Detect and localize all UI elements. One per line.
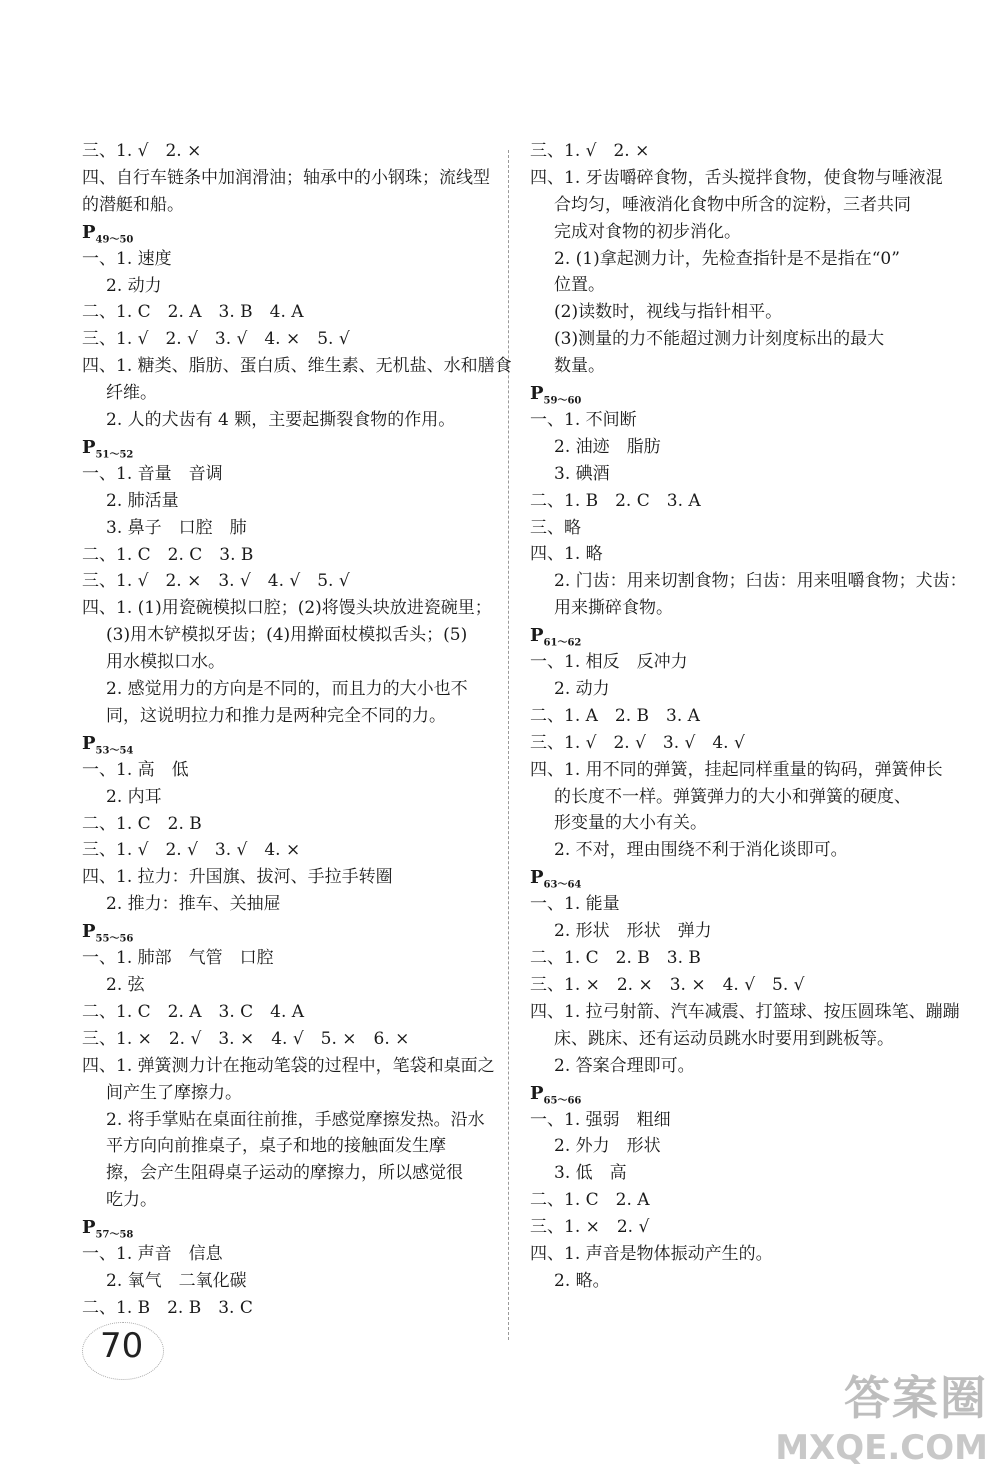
answer-line: 二、1. C 2. B — [82, 813, 202, 834]
answer-line: (3)用木铲模拟牙齿；(4)用擀面杖模拟舌头；(5) — [106, 625, 468, 646]
section-heading-letter: P — [82, 436, 96, 458]
section-heading — [530, 622, 960, 649]
answer-line: 一、1. 声音 信息 — [82, 1244, 223, 1265]
answer-line: 2. 推力：推车、关抽屉 — [106, 894, 281, 915]
left-column — [82, 138, 512, 1322]
answer-line: 2. 油迹 脂肪 — [554, 436, 661, 457]
section-heading — [82, 1214, 512, 1241]
answer-line: 完成对食物的初步消化。 — [554, 221, 741, 242]
answer-line: 三、1. × 2. √ 3. × 4. √ 5. × 6. × — [82, 1028, 410, 1049]
section-heading-range: 51～52 — [95, 449, 134, 461]
section-heading-letter: P — [530, 867, 544, 889]
answer-line: 纤维。 — [106, 383, 157, 404]
section-heading-range: 57～58 — [95, 1229, 134, 1241]
answer-line: 2. 氧气 二氧化碳 — [106, 1270, 247, 1291]
answer-line: 二、1. C 2. A 3. B 4. A — [82, 302, 304, 323]
answer-line: 二、1. C 2. A — [530, 1190, 650, 1211]
answer-line: 一、1. 不间断 — [530, 410, 637, 431]
answer-line: 2. 动力 — [554, 679, 610, 700]
section-heading — [530, 864, 960, 891]
section-heading — [530, 380, 960, 407]
answer-line: 四、1. (1)用瓷碗模拟口腔；(2)将馒头块放进瓷碗里； — [82, 598, 492, 619]
answer-line: 四、1. 用不同的弹簧，挂起同样重量的钩码，弹簧伸长 — [530, 759, 943, 780]
section-heading — [82, 918, 512, 945]
section-heading-letter: P — [82, 921, 96, 943]
answer-line: 三、1. √ 2. × — [82, 141, 202, 161]
answer-line: 二、1. B 2. C 3. A — [530, 490, 701, 511]
answer-line: 二、1. B 2. B 3. C — [82, 1297, 253, 1318]
section-heading-range: 55～56 — [95, 933, 134, 945]
answer-line: 2. (1)拿起测力计，先检查指针是不是指在“0” — [554, 248, 900, 269]
section-heading-range: 59～60 — [543, 395, 582, 407]
answer-line: 三、1. √ 2. √ 3. √ 4. √ — [530, 732, 745, 753]
answer-line: 位置。 — [554, 275, 605, 296]
answer-line: 2. 弦 — [106, 975, 145, 996]
answer-line: 一、1. 相反 反冲力 — [530, 652, 688, 673]
answer-line: 三、1. √ 2. × 3. √ 4. √ 5. √ — [82, 571, 350, 592]
answer-line: 2. 外力 形状 — [554, 1136, 661, 1157]
answer-line: 三、1. √ 2. √ 3. √ 4. × — [82, 840, 301, 861]
section-heading-letter: P — [82, 732, 96, 754]
answer-line: 三、略 — [530, 517, 581, 538]
answer-line: 三、1. × 2. × 3. × 4. √ 5. √ — [530, 974, 805, 995]
answer-line: 2. 肺活量 — [106, 490, 179, 511]
section-heading — [82, 219, 512, 246]
section-heading-range: 49～50 — [95, 234, 134, 246]
section-heading — [530, 1080, 960, 1107]
section-heading-range: 61～62 — [543, 637, 582, 649]
answer-line: 2. 门齿：用来切割食物；臼齿：用来咀嚼食物；犬齿： — [554, 571, 967, 592]
answer-line: 一、1. 高 低 — [82, 759, 189, 780]
answer-line: 二、1. C 2. B 3. B — [530, 948, 701, 969]
section-heading-letter: P — [530, 383, 544, 405]
answer-line: 间产生了摩擦力。 — [106, 1082, 242, 1103]
answer-line: (3)测量的力不能超过测力计刻度标出的最大 — [554, 329, 885, 350]
section-heading — [82, 434, 512, 461]
section-heading-letter: P — [82, 221, 96, 243]
answer-line: 2. 感觉用力的方向是不同的，而且力的大小也不 — [106, 679, 468, 700]
answer-line: 四、1. 糖类、脂肪、蛋白质、维生素、无机盐、水和膳食 — [82, 356, 512, 377]
answer-line: 四、1. 拉弓射箭、汽车减震、打篮球、按压圆珠笔、蹦蹦 — [530, 1001, 960, 1022]
section-heading-letter: P — [82, 1217, 96, 1239]
section-heading-range: 53～54 — [95, 745, 134, 757]
answer-line: 床、跳床、还有运动员跳水时要用到跳板等。 — [554, 1028, 894, 1049]
answer-line: 二、1. C 2. A 3. C 4. A — [82, 1001, 305, 1022]
watermark-url: MXQE.COM — [775, 1428, 988, 1468]
answer-line: 数量。 — [554, 356, 605, 377]
answer-line: 3. 低 高 — [554, 1163, 627, 1184]
answer-line: 一、1. 强弱 粗细 — [530, 1109, 671, 1130]
page-number: 70 — [100, 1326, 144, 1366]
answer-line: 四、1. 声音是物体振动产生的。 — [530, 1243, 773, 1264]
answer-line: 二、1. A 2. B 3. A — [530, 705, 700, 726]
answer-line: 平方向向前推桌子，桌子和地的接触面发生摩 — [106, 1136, 446, 1157]
answer-line: 的潜艇和船。 — [82, 194, 184, 215]
answer-line: 用水模拟口水。 — [106, 652, 225, 673]
answer-line: 四、1. 牙齿嚼碎食物，舌头搅拌食物，使食物与唾液混 — [530, 167, 943, 188]
answer-line: 一、1. 能量 — [530, 894, 620, 915]
section-heading-letter: P — [530, 1082, 544, 1104]
answer-line: 形变量的大小有关。 — [554, 813, 707, 834]
answer-line: 同，这说明拉力和推力是两种完全不同的力。 — [106, 705, 446, 726]
answer-line: 用来撕碎食物。 — [554, 598, 673, 619]
answer-line: 合均匀，唾液消化食物中所含的淀粉，三者共同 — [554, 194, 911, 215]
answer-line: 二、1. C 2. C 3. B — [82, 544, 254, 565]
answer-line: 3. 鼻子 口腔 肺 — [106, 517, 247, 538]
answer-line: 2. 将手掌贴在桌面往前推，手感觉摩擦发热。沿水 — [106, 1109, 485, 1130]
answer-line: 四、1. 拉力：升国旗、拔河、手拉手转圈 — [82, 867, 393, 888]
answer-line: 四、1. 弹簧测力计在拖动笔袋的过程中，笔袋和桌面之 — [82, 1055, 495, 1076]
answer-line: 三、1. × 2. √ — [530, 1217, 650, 1238]
right-column — [530, 138, 967, 1295]
answer-line: 擦，会产生阻碍桌子运动的摩擦力，所以感觉很 — [106, 1163, 463, 1184]
answer-line: 一、1. 音量 音调 — [82, 463, 223, 484]
answer-line: 2. 内耳 — [106, 786, 162, 807]
watermark-title: 答案圈 — [844, 1371, 988, 1425]
answer-line: 2. 人的犬齿有 4 颗，主要起撕裂食物的作用。 — [106, 410, 456, 431]
answer-line: 2. 动力 — [106, 275, 162, 296]
answer-line: 2. 略。 — [554, 1270, 610, 1291]
answer-line: 一、1. 速度 — [82, 248, 172, 269]
section-heading-letter: P — [530, 625, 544, 647]
answer-line: 吃力。 — [106, 1190, 157, 1211]
section-heading — [82, 730, 512, 757]
answer-line: 2. 不对，理由围绕不利于消化谈即可。 — [554, 840, 848, 861]
section-heading-range: 63～64 — [543, 879, 582, 891]
answer-line: 一、1. 肺部 气管 口腔 — [82, 948, 274, 969]
answer-line: (2)读数时，视线与指针相平。 — [554, 302, 783, 323]
answer-line: 2. 形状 形状 弹力 — [554, 921, 712, 942]
section-heading-range: 65～66 — [543, 1095, 582, 1107]
answer-line: 四、1. 略 — [530, 544, 603, 565]
answer-line: 四、自行车链条中加润滑油；轴承中的小钢珠；流线型 — [82, 167, 490, 188]
answer-line: 三、1. √ 2. √ 3. √ 4. × 5. √ — [82, 329, 350, 350]
answer-line: 3. 碘酒 — [554, 463, 610, 484]
watermark-logo — [775, 1362, 988, 1468]
answer-line: 的长度不一样。弹簧弹力的大小和弹簧的硬度、 — [554, 786, 911, 807]
answer-line: 三、1. √ 2. × — [530, 141, 650, 161]
answer-line: 2. 答案合理即可。 — [554, 1055, 695, 1076]
